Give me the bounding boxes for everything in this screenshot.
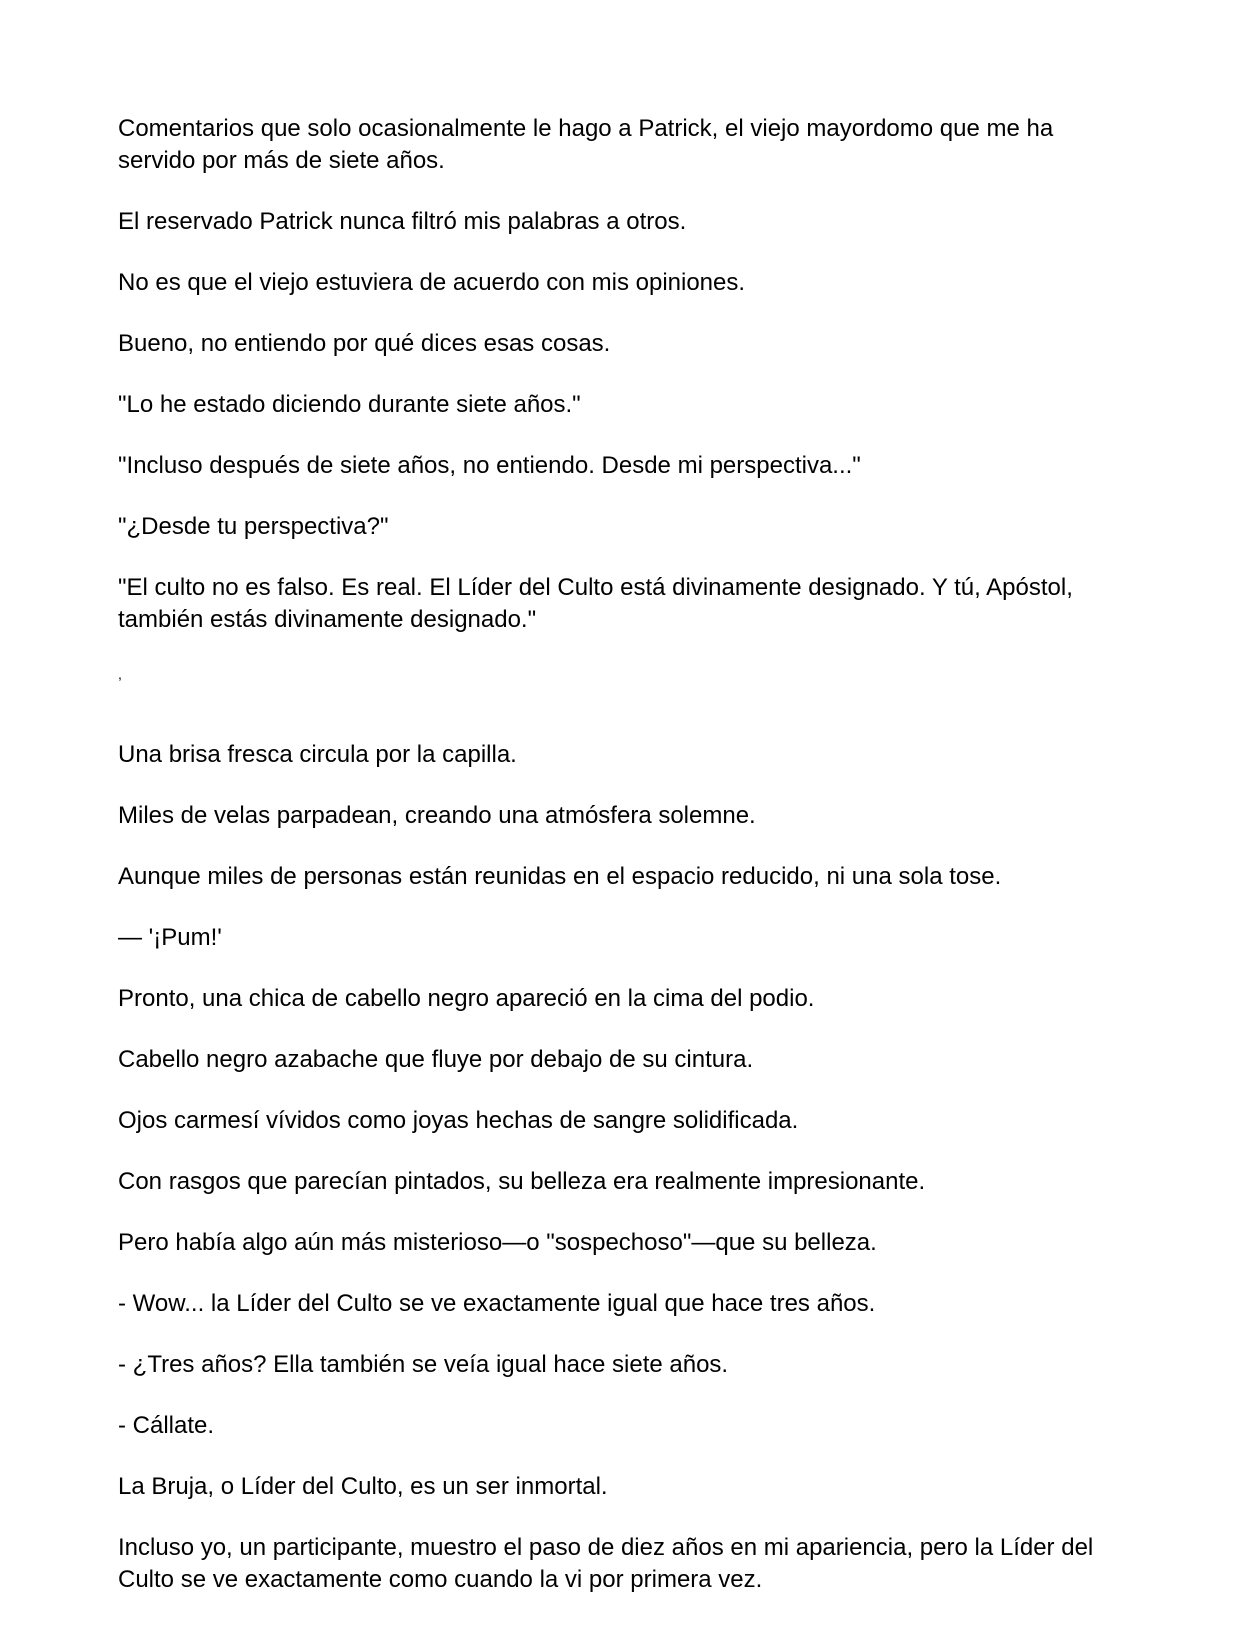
paragraph: Aunque miles de personas están reunidas en el espacio reducido, ni una sola tose. xyxy=(118,863,1002,890)
paragraph: El reservado Patrick nunca filtró mis palabras a otros. xyxy=(118,208,687,235)
paragraph: - Wow... la Líder del Culto se ve exactamente igual que hace tres años. xyxy=(118,1290,876,1317)
paragraph: La Bruja, o Líder del Culto, es un ser inmortal. xyxy=(118,1473,608,1500)
paragraph: - ¿Tres años? Ella también se veía igual hace siete años. xyxy=(118,1351,729,1378)
paragraph: "¿Desde tu perspectiva?" xyxy=(118,513,389,540)
paragraph: Pero había algo aún más misterioso—o "sospechoso"—que su belleza. xyxy=(118,1229,877,1256)
paragraph: "Lo he estado diciendo durante siete años." xyxy=(118,391,581,418)
paragraph: Incluso yo, un participante, muestro el paso de diez años en mi apariencia, pero la Líder del Culto se ve exactamente como cuando la vi por primera vez. xyxy=(118,1534,1094,1593)
paragraph: "El culto no es falso. Es real. El Líder del Culto está divinamente designado. Y tú, Apóstol, también estás divinamente designado." xyxy=(118,574,1073,633)
paragraph: - Cállate. xyxy=(118,1412,215,1439)
paragraph: Cabello negro azabache que fluye por debajo de su cintura. xyxy=(118,1046,754,1073)
paragraph: No es que el viejo estuviera de acuerdo con mis opiniones. xyxy=(118,269,746,296)
paragraph: Comentarios que solo ocasionalmente le hago a Patrick, el viejo mayordomo que me ha servido por más de siete años. xyxy=(118,115,1054,174)
paragraph: — '¡Pum!' xyxy=(118,924,222,951)
paragraph: Con rasgos que parecían pintados, su belleza era realmente impresionante. xyxy=(118,1168,926,1195)
paragraph: "Incluso después de siete años, no entiendo. Desde mi perspectiva..." xyxy=(118,452,861,479)
document-body xyxy=(118,113,1128,1625)
paragraph: Bueno, no entiendo por qué dices esas cosas. xyxy=(118,330,611,357)
paragraph: Una brisa fresca circula por la capilla. xyxy=(118,741,517,768)
stray-comma-mark: , xyxy=(118,666,122,682)
paragraph: Miles de velas parpadean, creando una atmósfera solemne. xyxy=(118,802,756,829)
paragraph: Pronto, una chica de cabello negro apareció en la cima del podio. xyxy=(118,985,815,1012)
paragraph: Ojos carmesí vívidos como joyas hechas de sangre solidificada. xyxy=(118,1107,799,1134)
